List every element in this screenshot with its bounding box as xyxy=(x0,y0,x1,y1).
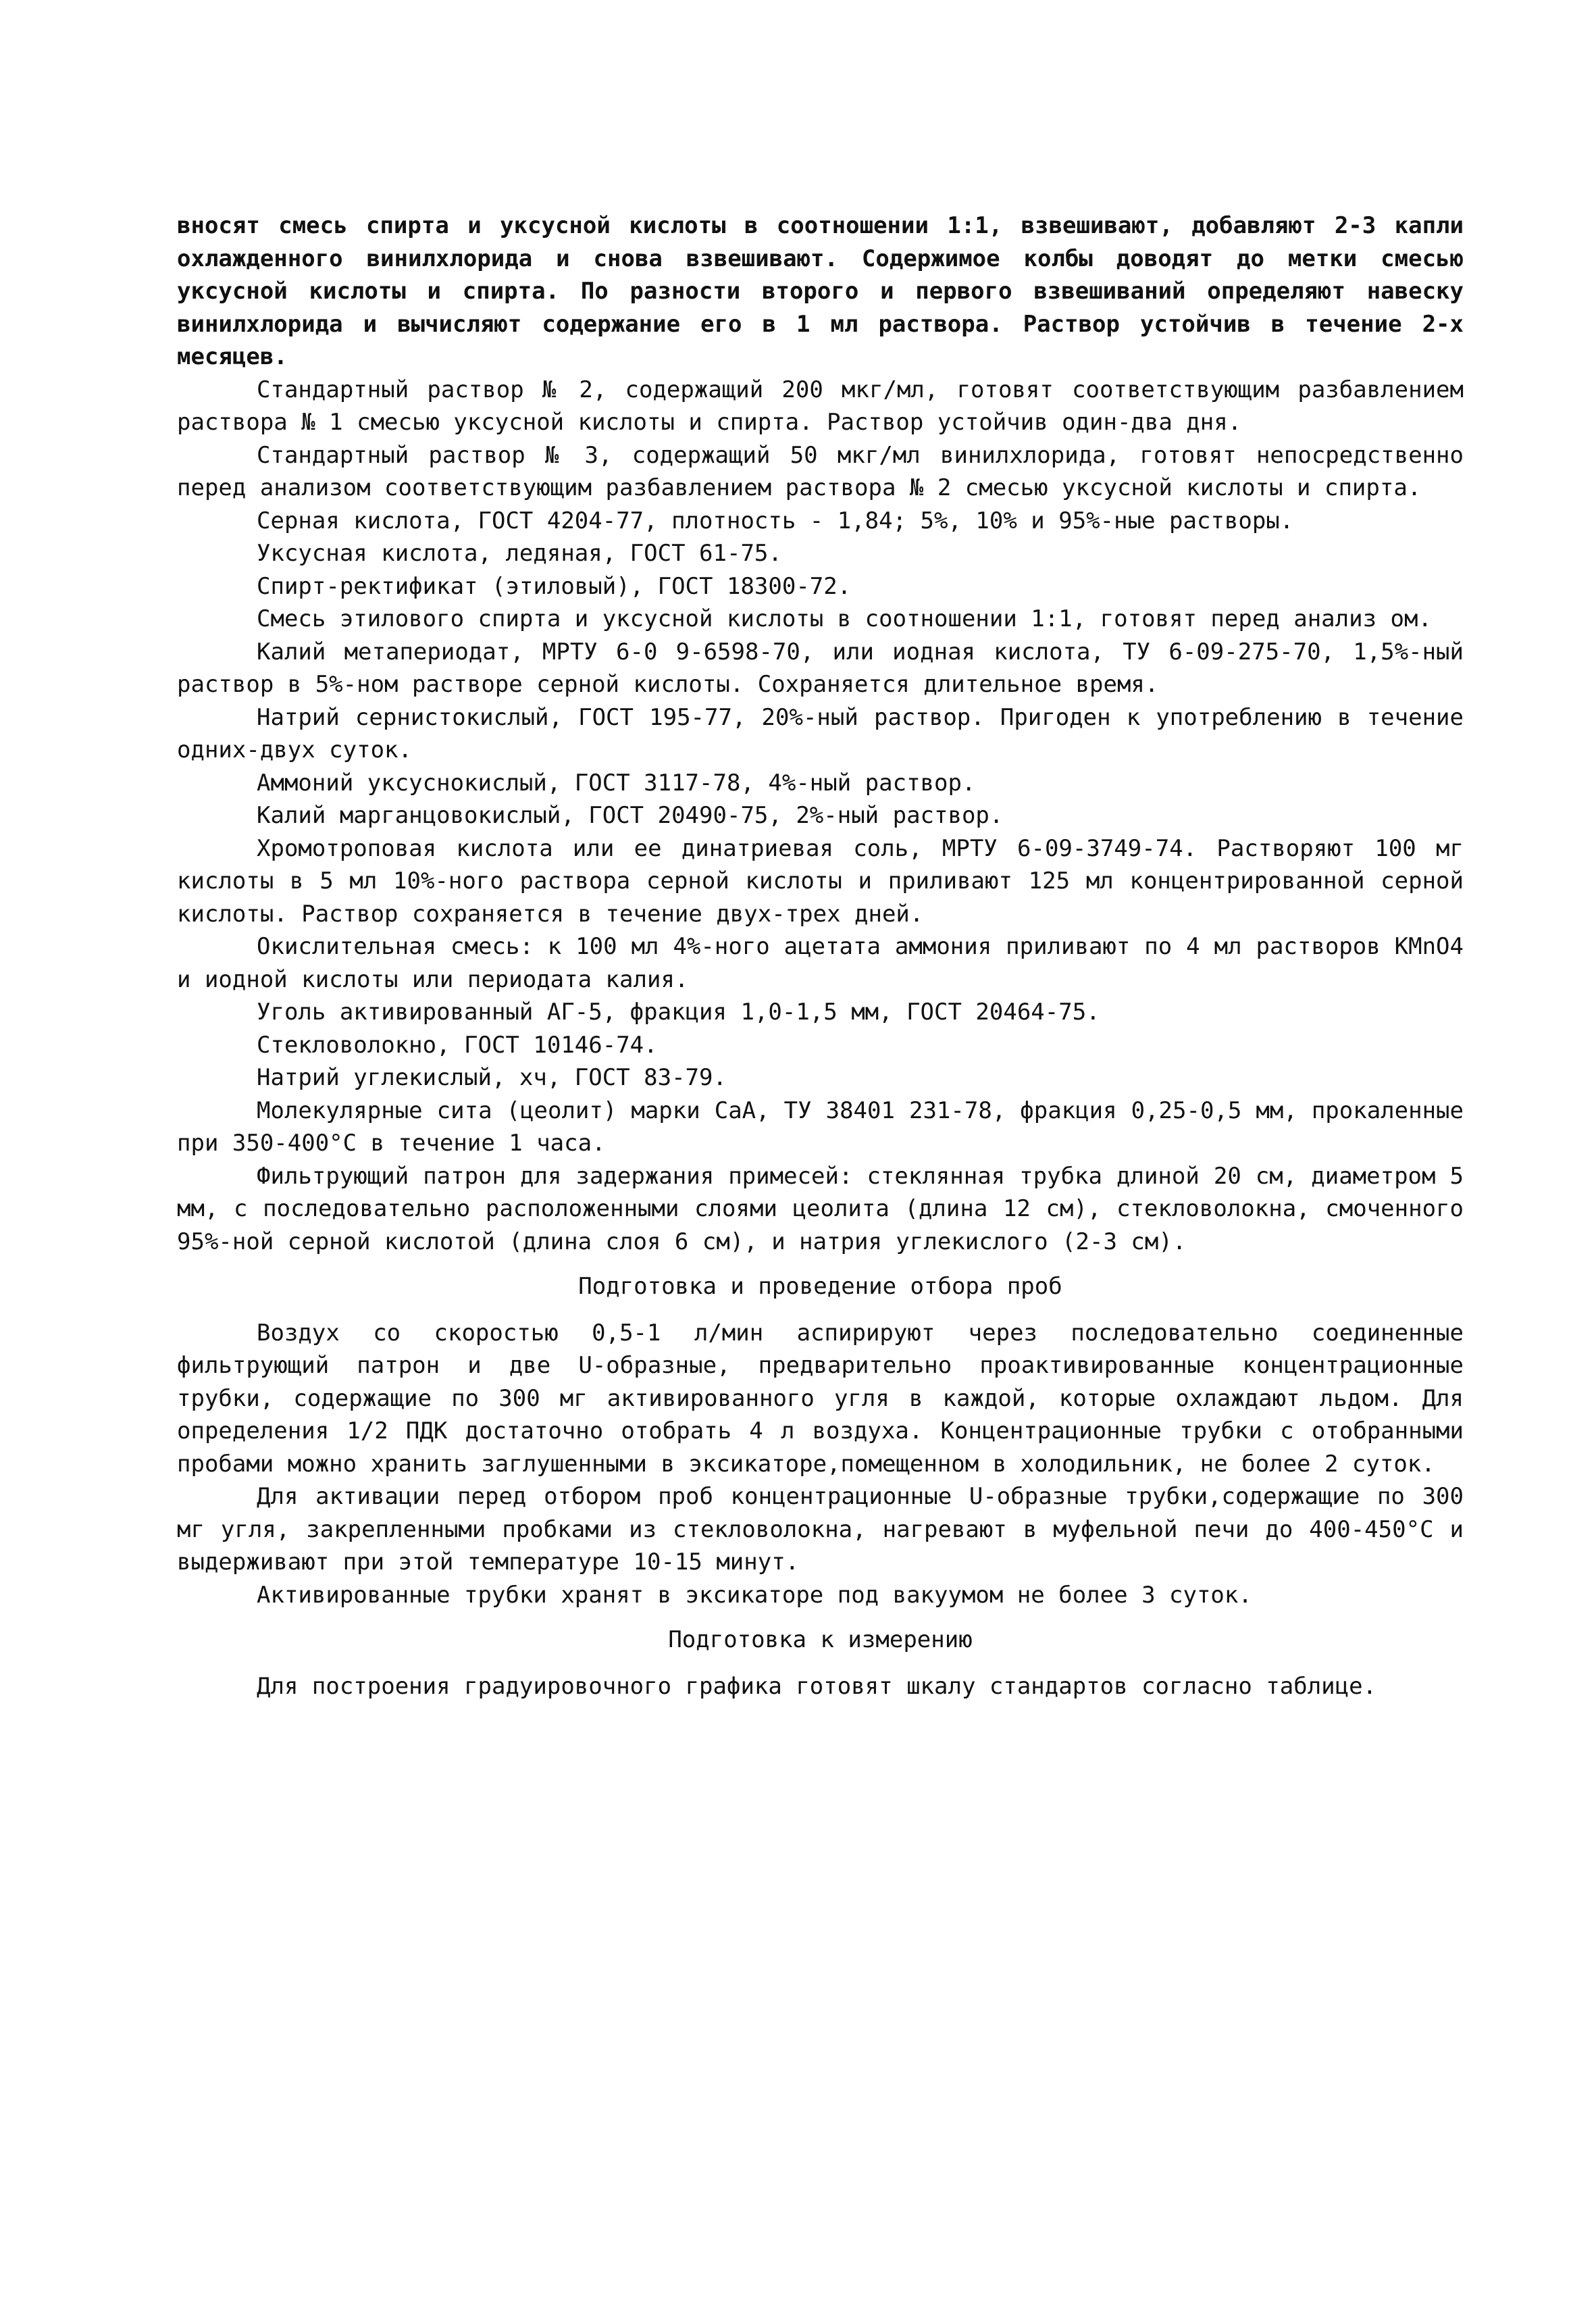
paragraph: Калий марганцовокислый, ГОСТ 20490-75, 2%-ный раствор. xyxy=(257,802,1004,829)
paragraph: Стандартный раствор № 2, содержащий 200 мкг/мл, готовят соответствующим разбавлением раствора № 1 смесью уксусной кислоты и спирта. Раствор устойчив один-два дня. xyxy=(177,376,1464,436)
section-heading-measurement: Подготовка к измерению xyxy=(668,1626,973,1653)
paragraph: Натрий углекислый, хч, ГОСТ 83-79. xyxy=(257,1064,727,1091)
section-heading-sampling: Подготовка и проведение отбора проб xyxy=(578,1273,1062,1300)
paragraph: Спирт-ректификат (этиловый), ГОСТ 18300-72. xyxy=(257,572,852,600)
paragraph: Натрий сернистокислый, ГОСТ 195-77, 20%-ный раствор. Пригоден к употреблению в течение одних-двух суток. xyxy=(177,703,1464,763)
paragraph: вносят смесь спирта и уксусной кислоты в соотношении 1:1, взвешивают, добавляют 2-3 капли охлажденного винилхлорида и снова взвешивают. Содержимое колбы доводят до метки смесью уксусной кислоты и спирта. По разности второго и первого взвешиваний определяют навеску винилхлорида и вычисляют содержание его в 1 мл раствора. Раствор устойчив в течение 2-х месяцев. xyxy=(177,212,1464,370)
paragraph: Активированные трубки хранят в эксикаторе под вакуумом не более 3 суток. xyxy=(257,1581,1252,1609)
paragraph: Серная кислота, ГОСТ 4204-77, плотность - 1,84; 5%, 10% и 95%-ные растворы. xyxy=(257,507,1294,534)
paragraph: Окислительная смесь: к 100 мл 4%-ного ацетата аммония приливают по 4 мл растворов KMnO4 и иодной кислоты или периодата калия. xyxy=(177,933,1464,993)
paragraph: Молекулярные сита (цеолит) марки СаА, ТУ 38401 231-78, фракция 0,25-0,5 мм, прокаленные при 350-400°С в течение 1 часа. xyxy=(177,1097,1464,1157)
paragraph: Для построения градуировочного графика готовят шкалу стандартов согласно таблице. xyxy=(257,1672,1377,1700)
paragraph: Смесь этилового спирта и уксусной кислоты в соотношении 1:1, готовят перед анализ ом. xyxy=(257,605,1432,632)
paragraph: Воздух со скоростью 0,5-1 л/мин аспирируют через последовательно соединенные фильтрующий патрон и две U-образные, предварительно проактивированные концентрационные трубки, содержащие по 300 мг активированного угля в каждой, которые охлаждают льдом. Для определения 1/2 ПДК достаточно отобрать 4 л воздуха. Концентрационные трубки с отобранными пробами можно хранить заглушенными в эксикаторе,помещенном в холодильник, не более 2 суток. xyxy=(177,1319,1464,1478)
paragraph: Для активации перед отбором проб концентрационные U-образные трубки,содержащие по 300 мг угля, закрепленными пробками из стекловолокна, нагревают в муфельной печи до 400-450°С и выдерживают при этой температуре 10-15 минут. xyxy=(177,1483,1464,1576)
paragraph: Фильтрующий патрон для задержания примесей: стеклянная трубка длиной 20 см, диаметром 5 мм, с последовательно расположенными слоями цеолита (длина 12 см), стекловолокна, смоченного 95%-ной серной кислотой (длина слоя 6 см), и натрия углекислого (2-3 см). xyxy=(177,1162,1464,1255)
paragraph: Стандартный раствор № 3, содержащий 50 мкг/мл винилхлорида, готовят непосредственно перед анализом соответствующим разбавлением раствора № 2 смесью уксусной кислоты и спирта. xyxy=(177,441,1464,501)
paragraph: Хромотроповая кислота или ее динатриевая соль, МРТУ 6-09-3749-74. Растворяют 100 мг кислоты в 5 мл 10%-ного раствора серной кислоты и приливают 125 мл концентрированной серной кислоты. Раствор сохраняется в течение двух-трех дней. xyxy=(177,834,1464,928)
paragraph: Стекловолокно, ГОСТ 10146-74. xyxy=(257,1031,658,1059)
paragraph: Уголь активированный АГ-5, фракция 1,0-1,5 мм, ГОСТ 20464-75. xyxy=(257,999,1100,1026)
document-page xyxy=(177,209,1464,1703)
paragraph: Аммоний уксуснокислый, ГОСТ 3117-78, 4%-ный раствор. xyxy=(257,769,976,797)
paragraph: Уксусная кислота, ледяная, ГОСТ 61-75. xyxy=(257,540,782,567)
paragraph: Калий метапериодат, МРТУ 6-0 9-6598-70, или иодная кислота, ТУ 6-09-275-70, 1,5%-ный раствор в 5%-ном растворе серной кислоты. Сохраняется длительное время. xyxy=(177,638,1464,698)
